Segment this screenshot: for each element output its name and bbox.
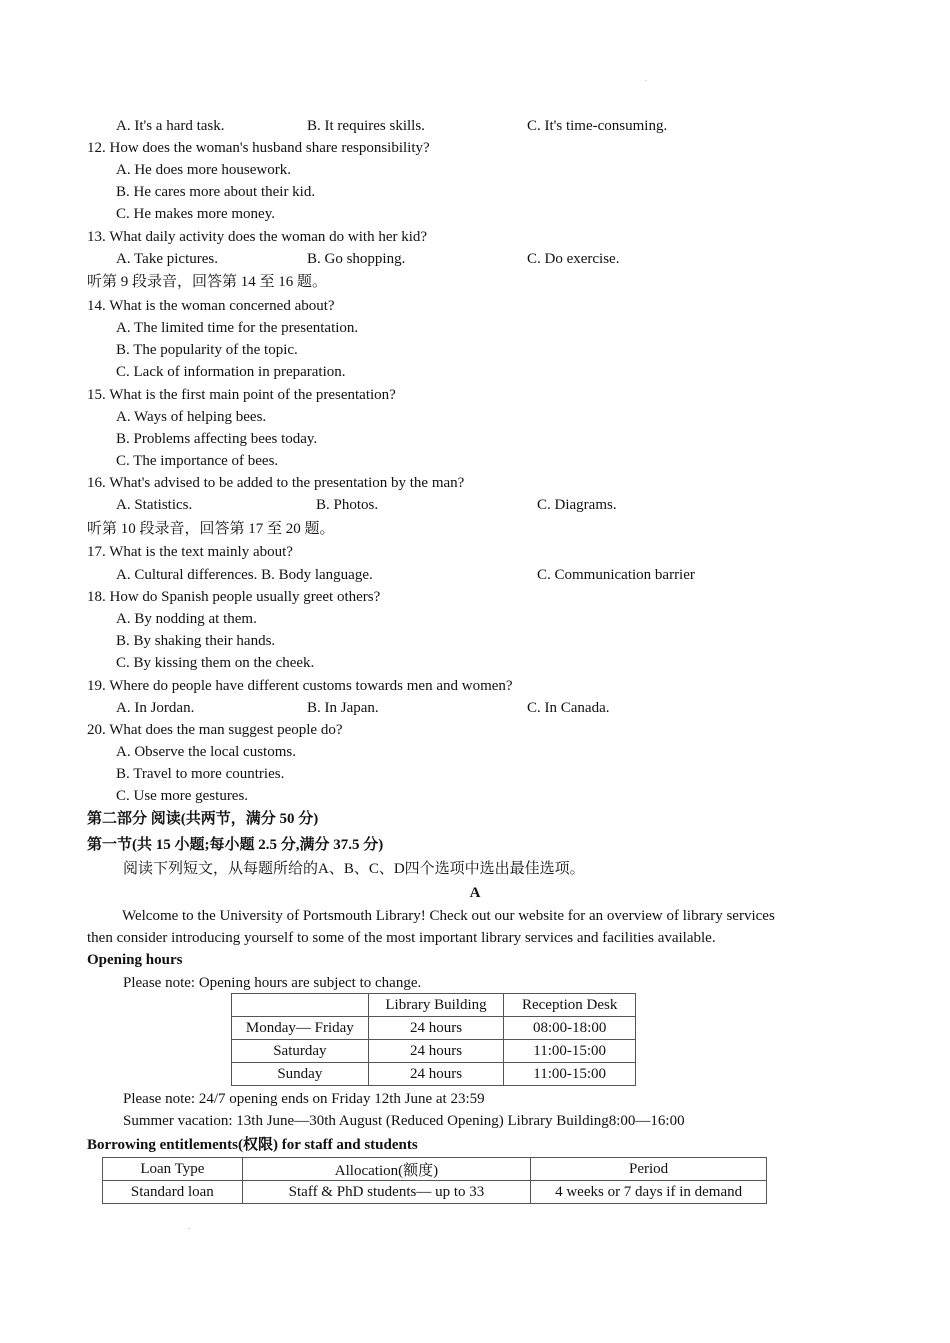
q16-option-a: A. Statistics. bbox=[116, 497, 193, 513]
table-cell: 4 weeks or 7 days if in demand bbox=[531, 1181, 767, 1204]
table-cell: 24 hours bbox=[368, 1017, 504, 1040]
table-cell: 24 hours bbox=[368, 1040, 504, 1063]
q18-option-b: B. By shaking their hands. bbox=[116, 633, 276, 649]
opening-hours-note: Please note: Opening hours are subject to change. bbox=[123, 975, 422, 991]
passage-letter: A bbox=[469, 885, 481, 901]
table-cell: 11:00-15:00 bbox=[504, 1040, 636, 1063]
q15-option-a: A. Ways of helping bees. bbox=[116, 409, 267, 425]
q15-stem: 15. What is the first main point of the presentation? bbox=[87, 387, 396, 403]
q14-option-c: C. Lack of information in preparation. bbox=[116, 364, 346, 380]
section9-instruction: 听第 9 段录音，回答第 14 至 16 题。 bbox=[87, 274, 328, 290]
q19-option-a: A. In Jordan. bbox=[116, 700, 195, 716]
part2-heading: 第二部分 阅读(共两节，满分 50 分) bbox=[87, 811, 319, 827]
q11-option-b: B. It requires skills. bbox=[307, 118, 425, 134]
borrowing-heading: Borrowing entitlements(权限) for staff and students bbox=[87, 1137, 418, 1153]
q13-option-a: A. Take pictures. bbox=[116, 251, 218, 267]
intro-line-2: then consider introducing yourself to some of the most important library services and facilities available. bbox=[87, 930, 716, 946]
q20-option-b: B. Travel to more countries. bbox=[116, 766, 285, 782]
table-cell: Staff & PhD students— up to 33 bbox=[242, 1181, 531, 1204]
q17-stem: 17. What is the text mainly about? bbox=[87, 544, 293, 560]
opening-hours-table bbox=[231, 993, 636, 1086]
table-cell: Sunday bbox=[232, 1063, 369, 1086]
table-header-row bbox=[232, 994, 636, 1017]
note-24-7: Please note: 24/7 opening ends on Friday 12th June at 23:59 bbox=[123, 1091, 485, 1107]
q19-stem: 19. Where do people have different customs towards men and women? bbox=[87, 678, 513, 694]
opening-hours-heading: Opening hours bbox=[87, 952, 183, 968]
section1-heading: 第一节(共 15 小题;每小题 2.5 分,满分 37.5 分) bbox=[87, 837, 384, 853]
q15-option-c: C. The importance of bees. bbox=[116, 453, 279, 469]
table-cell: Standard loan bbox=[103, 1181, 243, 1204]
table-header-cell: Loan Type bbox=[103, 1158, 243, 1181]
table-header-cell: Reception Desk bbox=[504, 994, 636, 1017]
q12-stem: 12. How does the woman's husband share responsibility? bbox=[87, 140, 430, 156]
intro-line-1: Welcome to the University of Portsmouth Library! Check out our website for an overview of library services bbox=[122, 908, 775, 924]
q13-stem: 13. What daily activity does the woman do with her kid? bbox=[87, 229, 428, 245]
q18-option-c: C. By kissing them on the cheek. bbox=[116, 655, 315, 671]
q15-option-b: B. Problems affecting bees today. bbox=[116, 431, 318, 447]
table-cell: 24 hours bbox=[368, 1063, 504, 1086]
table-cell: 11:00-15:00 bbox=[504, 1063, 636, 1086]
table-header-cell bbox=[232, 994, 369, 1017]
table-row bbox=[232, 1040, 636, 1063]
q20-stem: 20. What does the man suggest people do? bbox=[87, 722, 343, 738]
table-header-cell: Allocation(额度) bbox=[242, 1158, 531, 1181]
q19-option-b: B. In Japan. bbox=[307, 700, 379, 716]
q11-option-c: C. It's time-consuming. bbox=[527, 118, 668, 134]
q14-option-a: A. The limited time for the presentation. bbox=[116, 320, 359, 336]
table-row bbox=[232, 1017, 636, 1040]
table-cell: 08:00-18:00 bbox=[504, 1017, 636, 1040]
q12-option-c: C. He makes more money. bbox=[116, 206, 275, 222]
reading-instruction: 阅读下列短文，从每题所给的A、B、C、D四个选项中选出最佳选项。 bbox=[123, 861, 585, 877]
q11-option-a: A. It's a hard task. bbox=[116, 118, 225, 134]
q13-option-b: B. Go shopping. bbox=[307, 251, 406, 267]
q14-option-b: B. The popularity of the topic. bbox=[116, 342, 298, 358]
q19-option-c: C. In Canada. bbox=[527, 700, 610, 716]
q16-stem: 16. What's advised to be added to the presentation by the man? bbox=[87, 475, 465, 491]
table-header-cell: Period bbox=[531, 1158, 767, 1181]
q14-stem: 14. What is the woman concerned about? bbox=[87, 298, 335, 314]
q20-option-a: A. Observe the local customs. bbox=[116, 744, 296, 760]
table-row bbox=[103, 1181, 767, 1204]
q16-option-b: B. Photos. bbox=[316, 497, 379, 513]
q12-option-a: A. He does more housework. bbox=[116, 162, 291, 178]
section10-instruction: 听第 10 段录音，回答第 17 至 20 题。 bbox=[87, 521, 335, 537]
q18-stem: 18. How do Spanish people usually greet others? bbox=[87, 589, 381, 605]
page-mark: . bbox=[645, 74, 647, 83]
q16-option-c: C. Diagrams. bbox=[537, 497, 617, 513]
summer-vacation-note: Summer vacation: 13th June—30th August (Reduced Opening) Library Building8:00—16:00 bbox=[123, 1113, 685, 1129]
q12-option-b: B. He cares more about their kid. bbox=[116, 184, 316, 200]
table-header-row bbox=[103, 1158, 767, 1181]
q20-option-c: C. Use more gestures. bbox=[116, 788, 249, 804]
table-cell: Saturday bbox=[232, 1040, 369, 1063]
q17-option-ab: A. Cultural differences. B. Body language. bbox=[116, 567, 373, 583]
page-mark: . bbox=[188, 1222, 190, 1231]
q13-option-c: C. Do exercise. bbox=[527, 251, 620, 267]
q17-option-c: C. Communication barrier bbox=[537, 567, 695, 583]
q18-option-a: A. By nodding at them. bbox=[116, 611, 257, 627]
table-row bbox=[232, 1063, 636, 1086]
table-header-cell: Library Building bbox=[368, 994, 504, 1017]
loan-table bbox=[102, 1157, 767, 1204]
table-cell: Monday— Friday bbox=[232, 1017, 369, 1040]
